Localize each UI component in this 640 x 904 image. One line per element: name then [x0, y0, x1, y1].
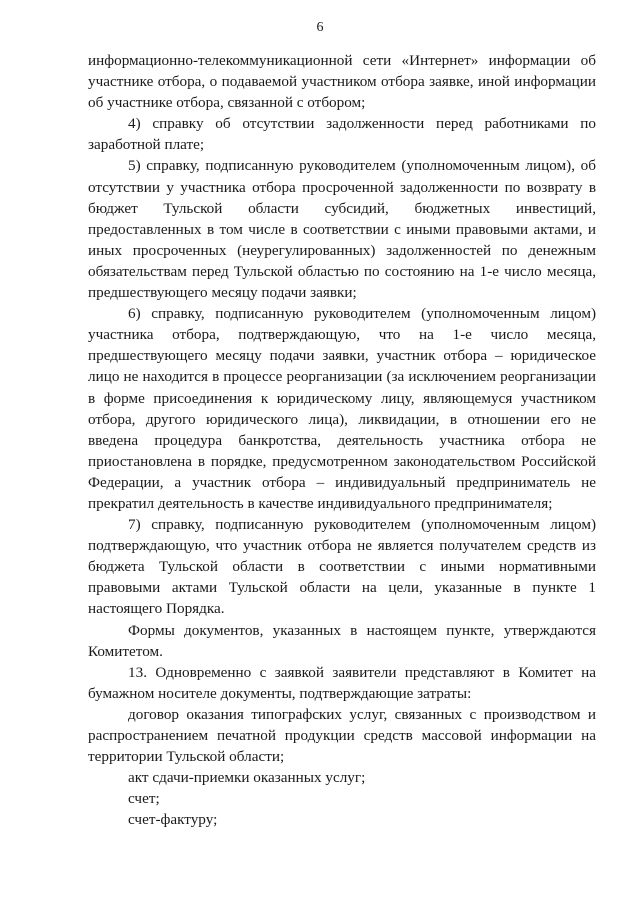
page-number: 6: [316, 20, 324, 35]
paragraph-item-5: 5) справку, подписанную руководителем (уполномоченным лицом), об отсутствии у участника отбора просроченной задолженности по возврату в бюджет Тульской области субсидий, бюджетных инвестиций, предоставленных в том числе в соответствии с иными правовыми актами, и иных просроченных (неурегулированных) задолженностей по денежным обязательствам перед Тульской областью по состоянию на 1-е число месяца, предшествующего месяцу подачи заявки;: [88, 157, 596, 302]
list-item-invoice: счет;: [128, 790, 160, 808]
paragraph-continuation: информационно-телекоммуникационной сети «Интернет» информации об участнике отбора, о подаваемой участником отбора заявке, иной информации об участнике отбора, связанной с отбором;: [88, 52, 596, 112]
list-item-act: акт сдачи-приемки оказанных услуг;: [128, 769, 366, 787]
list-item-invoice-facture: счет-фактуру;: [128, 811, 218, 829]
paragraph-forms-approval: Формы документов, указанных в настоящем пункте, утверждаются Комитетом.: [88, 621, 596, 660]
paragraph-item-6: 6) справку, подписанную руководителем (уполномоченным лицом) участника отбора, подтверждающую, что на 1-е число месяца, предшествующего месяцу подачи заявки, участник отбора – юридическое лицо не находится в процессе реорганизации (за исключением реорганизации в форме присоединения к юридическому лицу, являющемуся участником отбора, другого юридического лица), ликвидации, в отношении его не введена процедура банкротства, деятельность участника отбора не приостановлена в порядке, предусмотренном законодательством Российской Федерации, а участник отбора – индивидуальный предприниматель не прекратил деятельность в качестве индивидуального предпринимателя;: [88, 305, 596, 512]
list-item-contract: договор оказания типографских услуг, связанных с производством и распространением печатной продукции средств массовой информации на территории Тульской области;: [88, 705, 596, 766]
paragraph-section-13: 13. Одновременно с заявкой заявители представляют в Комитет на бумажном носителе документы, подтверждающие затраты:: [88, 663, 596, 702]
paragraph-item-7: 7) справку, подписанную руководителем (уполномоченным лицом) подтверждающую, что участник отбора не является получателем средств из бюджета Тульской области в соответствии с иными нормативными правовыми актами Тульской области на цели, указанные в пункте 1 настоящего Порядка.: [88, 516, 596, 618]
paragraph-item-4: 4) справку об отсутствии задолженности перед работниками по заработной плате;: [88, 115, 596, 154]
document-body: [88, 50, 596, 830]
